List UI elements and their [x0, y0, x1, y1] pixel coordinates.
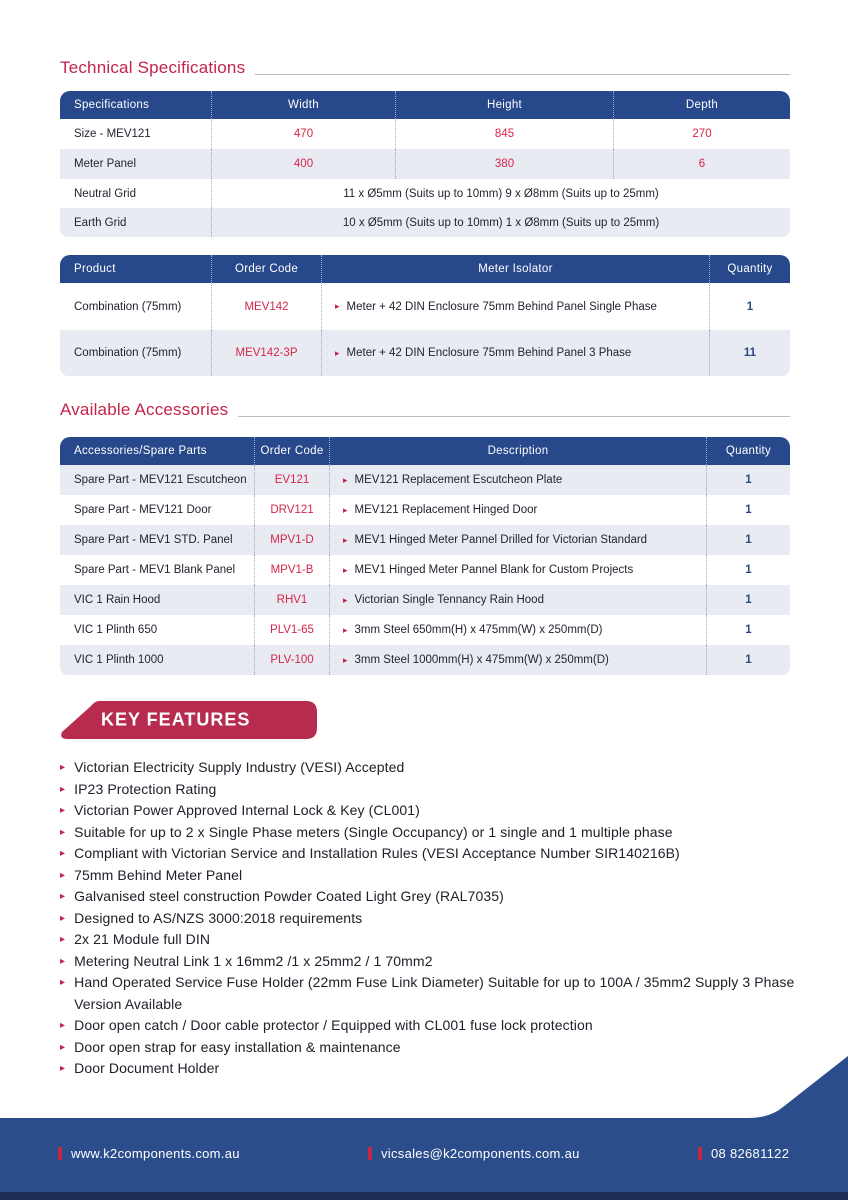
- key-features-list: [60, 757, 795, 1080]
- desc-arrow-icon: ▸: [343, 594, 348, 605]
- part-name: VIC 1 Plinth 1000: [60, 645, 255, 675]
- product-table: [60, 255, 790, 376]
- bullet-arrow-icon: ▸: [60, 783, 66, 795]
- footer-shape: [0, 1050, 848, 1200]
- list-item: [60, 908, 795, 930]
- column-header: Order Code: [255, 437, 330, 465]
- product-table-header: [60, 255, 790, 283]
- column-header: Width: [212, 91, 396, 119]
- order-code: DRV121: [255, 495, 330, 525]
- quantity-value: 1: [745, 474, 752, 486]
- table-row: [60, 645, 790, 675]
- column-header: Height: [396, 91, 614, 119]
- feature-text: Metering Neutral Link 1 x 16mm2 /1 x 25mm2 / 1 70mm2: [74, 952, 433, 969]
- table-row: [60, 525, 790, 555]
- desc-arrow-icon: ▸: [343, 624, 348, 635]
- spec-label: Neutral Grid: [60, 179, 212, 208]
- list-item: [60, 843, 795, 865]
- available-accessories-heading: [60, 400, 790, 420]
- bullet-arrow-icon: ▸: [60, 955, 66, 967]
- bullet-arrow-icon: ▸: [60, 805, 66, 816]
- feature-text: 75mm Behind Meter Panel: [74, 866, 243, 883]
- description-text: MEV1 Hinged Meter Pannel Drilled for Victorian Standard: [354, 534, 648, 546]
- column-header: Quantity: [727, 263, 773, 275]
- part-description: [330, 555, 707, 585]
- website-text: www.k2components.com.au: [71, 1146, 240, 1161]
- part-name: Spare Part - MEV1 STD. Panel: [60, 525, 255, 555]
- description-text: 3mm Steel 650mm(H) x 475mm(W) x 250mm(D): [354, 624, 603, 636]
- description-text: MEV121 Replacement Hinged Door: [354, 504, 538, 516]
- order-code: MPV1-D: [255, 525, 330, 555]
- footer-phone: [698, 1146, 789, 1161]
- order-code: EV121: [255, 465, 330, 495]
- spec-height: 845: [396, 119, 614, 149]
- table-row: [60, 179, 790, 208]
- spec-width: 400: [212, 149, 396, 179]
- column-header: Order Code: [212, 255, 322, 283]
- desc-arrow-icon: ▸: [343, 564, 348, 575]
- list-item: [60, 951, 795, 973]
- spec-span-value: 11 x Ø5mm (Suits up to 10mm) 9 x Ø8mm (Suits up to 25mm): [343, 187, 659, 200]
- spec-height: 380: [396, 149, 614, 179]
- order-code: MPV1-B: [255, 555, 330, 585]
- footer-email: [368, 1146, 580, 1161]
- description-text: Meter + 42 DIN Enclosure 75mm Behind Panel 3 Phase: [346, 347, 632, 359]
- table-row: [60, 585, 790, 615]
- product-description: [322, 283, 710, 330]
- table-row: [60, 555, 790, 585]
- heading-text: Available Accessories: [60, 400, 229, 419]
- bullet-arrow-icon: ▸: [60, 826, 66, 838]
- table-row: [60, 495, 790, 525]
- product-name: Combination (75mm): [60, 283, 212, 330]
- red-bar-icon: [368, 1147, 372, 1160]
- quantity-value: 1: [746, 300, 754, 313]
- red-bar-icon: [58, 1147, 62, 1160]
- quantity-value: 1: [745, 654, 752, 666]
- feature-text: Door open strap for easy installation & maintenance: [74, 1038, 401, 1055]
- spec-depth: 270: [692, 128, 712, 140]
- list-item: [60, 1015, 795, 1037]
- list-item: [60, 800, 795, 822]
- feature-text: 2x 21 Module full DIN: [74, 931, 211, 947]
- feature-text: Victorian Electricity Supply Industry (VESI) Accepted: [74, 759, 405, 775]
- table-row: [60, 119, 790, 149]
- feature-text: Door open catch / Door cable protector / Equipped with CL001 fuse lock protection: [74, 1017, 593, 1033]
- table-row: [60, 330, 790, 376]
- desc-arrow-icon: ▸: [343, 654, 348, 665]
- list-item: [60, 779, 795, 801]
- part-name: VIC 1 Rain Hood: [60, 585, 255, 615]
- quantity-value: 1: [745, 564, 752, 576]
- order-code: PLV-100: [255, 645, 330, 675]
- part-description: [330, 645, 707, 675]
- list-item: [60, 886, 795, 908]
- bullet-arrow-icon: ▸: [60, 1041, 66, 1053]
- desc-arrow-icon: ▸: [335, 347, 340, 358]
- spec-table-header: [60, 91, 790, 119]
- product-description: [322, 330, 710, 376]
- feature-text: Galvanised steel construction Powder Coated Light Grey (RAL7035): [74, 888, 504, 904]
- description-text: Meter + 42 DIN Enclosure 75mm Behind Panel Single Phase: [346, 300, 657, 313]
- bullet-arrow-icon: ▸: [60, 912, 66, 924]
- column-header: Depth: [685, 99, 719, 111]
- heading-text: Technical Specifications: [60, 58, 246, 77]
- accessories-table: [60, 437, 790, 675]
- technical-specifications-heading: [60, 58, 790, 78]
- order-code: RHV1: [255, 585, 330, 615]
- table-row: [60, 465, 790, 495]
- bullet-arrow-icon: ▸: [60, 848, 66, 859]
- part-description: [330, 495, 707, 525]
- spec-depth: 6: [698, 158, 706, 170]
- spec-table: [60, 91, 790, 237]
- column-header: Accessories/Spare Parts: [60, 437, 255, 465]
- bullet-arrow-icon: ▸: [60, 977, 66, 988]
- column-header: Quantity: [725, 445, 772, 457]
- quantity-value: 11: [743, 347, 757, 359]
- description-text: 3mm Steel 1000mm(H) x 475mm(W) x 250mm(D): [354, 654, 609, 666]
- order-code: PLV1-65: [255, 615, 330, 645]
- quantity-value: 1: [745, 624, 752, 636]
- bullet-arrow-icon: ▸: [60, 1020, 66, 1031]
- heading-rule: [238, 416, 790, 417]
- bullet-arrow-icon: ▸: [60, 869, 66, 881]
- bullet-arrow-icon: ▸: [60, 891, 66, 902]
- footer-website: [58, 1146, 240, 1161]
- part-name: Spare Part - MEV121 Escutcheon: [60, 465, 255, 495]
- list-item: [60, 822, 795, 844]
- description-text: MEV1 Hinged Meter Pannel Blank for Custom Projects: [354, 564, 634, 576]
- spec-label: Meter Panel: [60, 149, 212, 179]
- feature-text: Compliant with Victorian Service and Installation Rules (VESI Acceptance Number SIR140216B): [74, 845, 680, 861]
- part-name: Spare Part - MEV121 Door: [60, 495, 255, 525]
- spec-label: Size - MEV121: [60, 119, 212, 149]
- desc-arrow-icon: ▸: [343, 504, 348, 515]
- table-row: [60, 149, 790, 179]
- part-description: [330, 525, 707, 555]
- feature-text: Designed to AS/NZS 3000:2018 requirements: [74, 909, 363, 926]
- table-row: [60, 208, 790, 237]
- desc-arrow-icon: ▸: [335, 301, 340, 311]
- phone-text: 08 82681122: [711, 1146, 790, 1161]
- part-description: [330, 615, 707, 645]
- bullet-arrow-icon: ▸: [60, 1063, 66, 1074]
- order-code: MEV142-3P: [212, 330, 322, 376]
- part-name: VIC 1 Plinth 650: [60, 615, 255, 645]
- banner-text: KEY FEATURES: [101, 709, 251, 730]
- list-item: [60, 972, 795, 1015]
- bullet-arrow-icon: ▸: [60, 762, 66, 773]
- table-row: [60, 283, 790, 330]
- quantity-value: 1: [745, 594, 752, 606]
- column-header: Product: [60, 255, 212, 283]
- description-text: MEV121 Replacement Escutcheon Plate: [354, 474, 563, 486]
- table-row: [60, 615, 790, 645]
- spec-width: 470: [212, 119, 396, 149]
- column-header: Description: [330, 437, 707, 465]
- spec-label: Earth Grid: [60, 208, 212, 237]
- page-footer: [0, 1050, 848, 1200]
- feature-text: Door Document Holder: [74, 1060, 220, 1076]
- order-code: MEV142: [212, 283, 322, 330]
- column-header: Specifications: [60, 91, 212, 119]
- quantity-value: 1: [745, 534, 752, 546]
- desc-arrow-icon: ▸: [343, 474, 348, 485]
- accessories-table-header: [60, 437, 790, 465]
- spec-span-value: 10 x Ø5mm (Suits up to 10mm) 1 x Ø8mm (Suits up to 25mm): [342, 216, 660, 229]
- list-item: [60, 757, 795, 779]
- feature-text: Suitable for up to 2 x Single Phase meters (Single Occupancy) or 1 single and 1 multiple phase: [74, 823, 673, 840]
- part-description: [330, 465, 707, 495]
- product-name: Combination (75mm): [60, 330, 212, 376]
- key-features-banner: [59, 701, 317, 739]
- feature-text: IP23 Protection Rating: [74, 780, 217, 797]
- list-item: [60, 865, 795, 887]
- bullet-arrow-icon: ▸: [60, 934, 66, 945]
- part-description: [330, 585, 707, 615]
- feature-text: Hand Operated Service Fuse Holder (22mm Fuse Link Diameter) Suitable for up to 100A / 35mm2 Supply 3 Phase Version Available: [74, 974, 795, 1012]
- part-name: Spare Part - MEV1 Blank Panel: [60, 555, 255, 585]
- feature-text: Victorian Power Approved Internal Lock & Key (CL001): [74, 802, 420, 818]
- description-text: Victorian Single Tennancy Rain Hood: [354, 594, 544, 606]
- column-header: Meter Isolator: [322, 255, 710, 283]
- heading-rule: [255, 74, 790, 75]
- list-item: [60, 929, 795, 951]
- red-bar-icon: [698, 1147, 702, 1160]
- quantity-value: 1: [745, 504, 752, 516]
- desc-arrow-icon: ▸: [343, 534, 348, 545]
- email-text: vicsales@k2components.com.au: [381, 1146, 580, 1161]
